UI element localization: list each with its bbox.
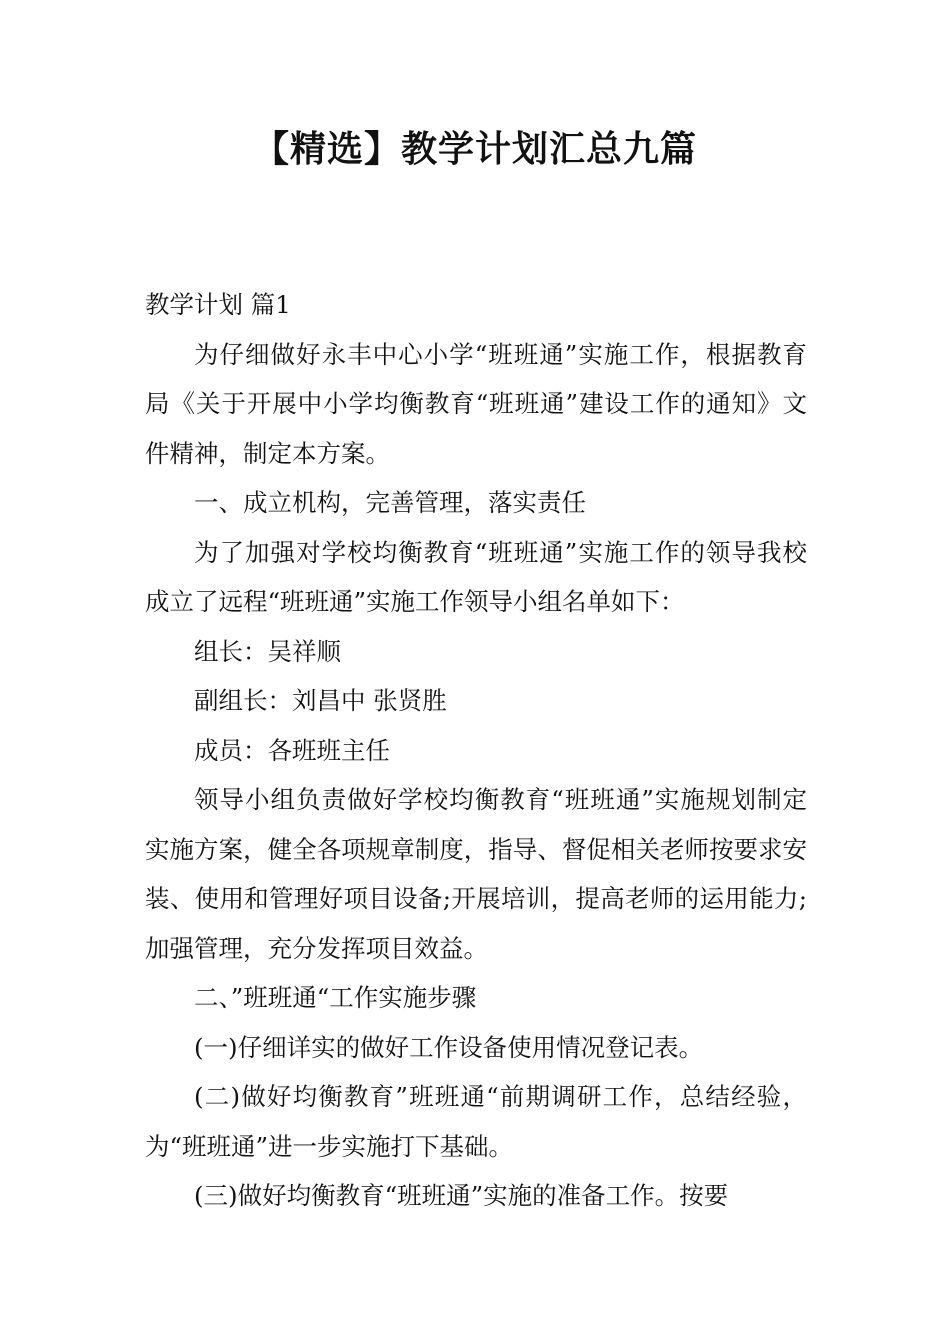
member-deputy-leaders: 副组长：刘昌中 张贤胜 bbox=[194, 686, 447, 715]
paragraph-intro: 为仔细做好永丰中心小学“班班通”实施工作，根据教育局《关于开展中小学均衡教育“班班通”建设工作的通知》文件精神，制定本方案。 bbox=[145, 339, 807, 468]
member-members: 成员：各班班主任 bbox=[194, 735, 390, 765]
document-title: 【精选】教学计划汇总九篇 bbox=[252, 129, 697, 170]
member-leader: 组长：吴祥顺 bbox=[194, 636, 341, 666]
document-body bbox=[145, 280, 807, 1221]
step-one: (一)仔细详实的做好工作设备使用情况登记表。 bbox=[194, 1032, 704, 1062]
step-three: (三)做好均衡教育“班班通”实施的准备工作。按要 bbox=[194, 1181, 729, 1210]
step-two: (二)做好均衡教育”班班通“前期调研工作，总结经验，为“班班通”进一步实施打下基础。 bbox=[145, 1082, 807, 1161]
section-label: 教学计划 篇1 bbox=[145, 290, 291, 319]
paragraph-leadership-group: 为了加强对学校均衡教育“班班通”实施工作的领导我校成立了远程“班班通”实施工作领导小组名单如下： bbox=[145, 537, 807, 616]
heading-implementation-steps: 二、”班班通“工作实施步骤 bbox=[194, 983, 477, 1012]
paragraph-group-duties: 领导小组负责做好学校均衡教育“班班通”实施规划制定实施方案，健全各项规章制度，指导、督促相关老师按要求安装、使用和管理好项目设备;开展培训，提高老师的运用能力;加强管理，充分发挥项目效益。 bbox=[145, 785, 807, 963]
heading-establish-organization: 一、成立机构，完善管理，落实责任 bbox=[194, 488, 586, 517]
